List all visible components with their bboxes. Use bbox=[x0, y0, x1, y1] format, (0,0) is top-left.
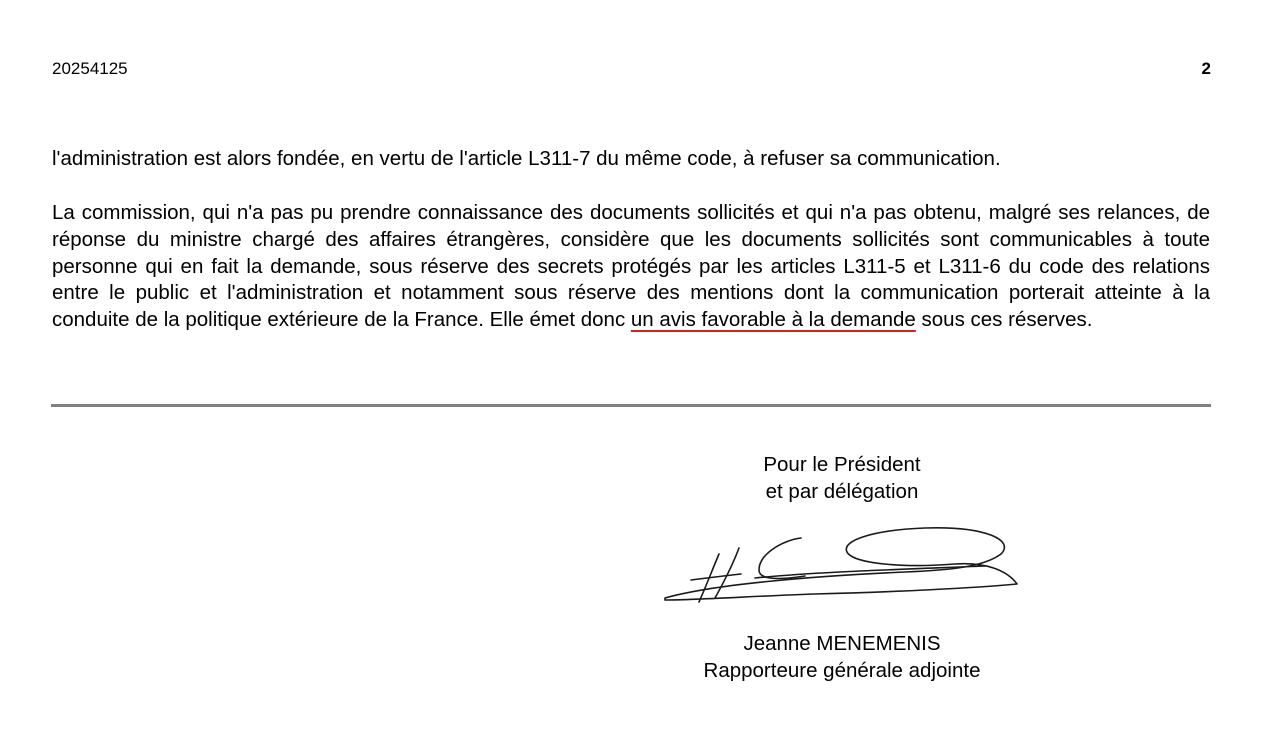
delegation-line-2: et par délégation bbox=[765, 479, 919, 503]
signer-title: Rapporteure générale adjointe bbox=[703, 658, 981, 682]
paragraph-2-text-end: sous ces réserves. bbox=[915, 308, 1093, 332]
paragraph-2 bbox=[52, 200, 1210, 334]
highlighted-decision: un avis favorable à la demande bbox=[630, 308, 916, 332]
signer-name: Jeanne MENEMENIS bbox=[743, 632, 941, 655]
document-reference: 20254125 bbox=[52, 59, 128, 78]
page-number: 2 bbox=[1201, 59, 1211, 78]
paragraph-1 bbox=[52, 146, 1210, 173]
delegation-line-1: Pour le Président bbox=[763, 453, 921, 476]
horizontal-divider bbox=[51, 404, 1211, 407]
paragraph-1-text: l'administration est alors fondée, en vertu de l'article L311-7 du même code, à refuser sa communication. bbox=[52, 147, 1001, 170]
delegation-block bbox=[642, 452, 1042, 505]
signer-block bbox=[642, 631, 1042, 684]
handwritten-signature bbox=[655, 518, 1035, 613]
paragraph-2-text-start: La commission, qui n'a pas pu prendre connaissance des documents sollicités et qui n'a pas obtenu, malgré ses relances, de réponse du ministre chargé des affaires étrangères, considère que les documents sollicités sont communicables à toute personne qui en fait la demande, sous réserve des secrets protégés par les articles L311-5 et L311-6 du code des relations entre le public et l'administration et notamment sous réserve des mentions dont la communication porterait atteinte à la conduite de la politique extérieure de la France. Elle émet donc bbox=[52, 201, 1210, 332]
